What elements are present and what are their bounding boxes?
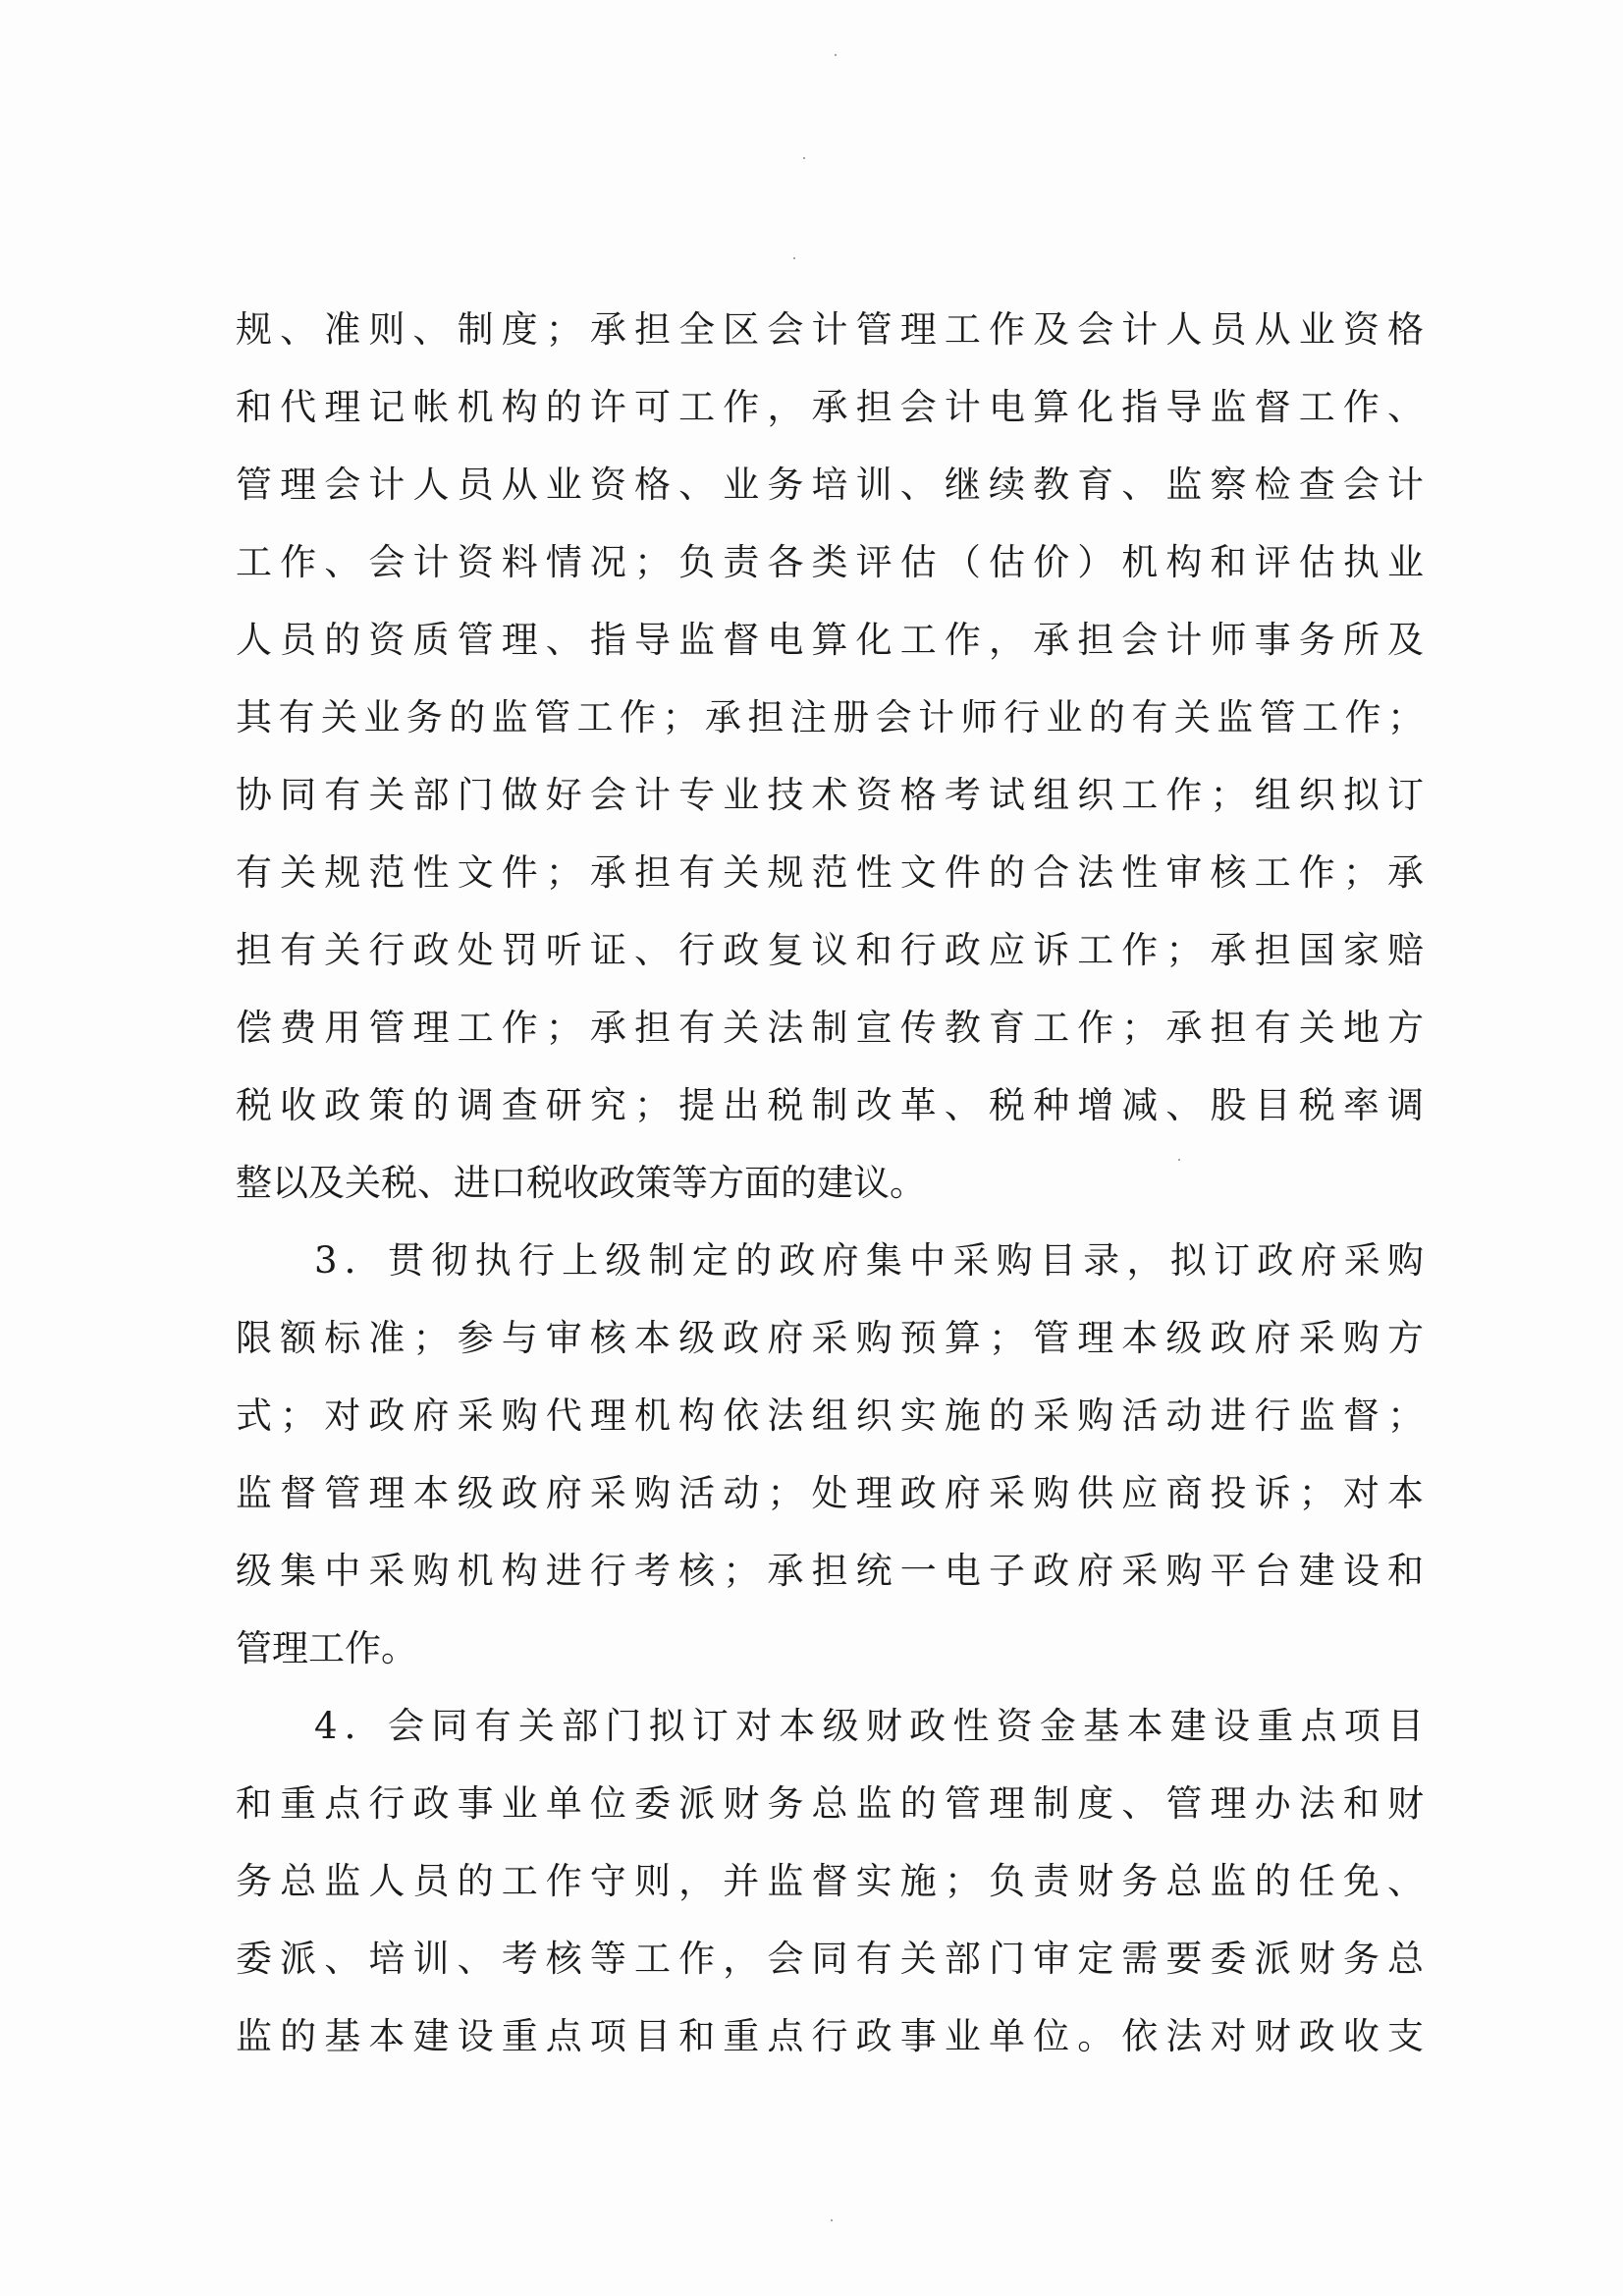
text-line: 和代理记帐机构的许可工作，承担会计电算化指导监督工作、 [236, 386, 1424, 428]
text-line: 务总监人员的工作守则，并监督实施；负责财务总监的任免、 [236, 1860, 1424, 1902]
text-line: 级集中采购机构进行考核；承担统一电子政府采购平台建设和 [236, 1550, 1424, 1592]
text-line: 协同有关部门做好会计专业技术资格考试组织工作；组织拟订 [236, 774, 1424, 816]
text-line: 整以及关税、进口税收政策等方面的建议。 [236, 1162, 926, 1204]
scan-speck [793, 257, 795, 259]
text-line: 和重点行政事业单位委派财务总监的管理制度、管理办法和财 [236, 1782, 1424, 1825]
text-line: 管理会计人员从业资格、业务培训、继续教育、监察检查会计 [236, 464, 1424, 506]
text-line: 管理工作。 [236, 1627, 417, 1669]
document-body [236, 291, 1424, 2075]
text-line: 人员的资质管理、指导监督电算化工作，承担会计师事务所及 [236, 619, 1424, 661]
scan-speck [831, 2219, 833, 2221]
text-line: 规、准则、制度；承担全区会计管理工作及会计人员从业资格 [236, 308, 1424, 351]
text-line: 担有关行政处罚听证、行政复议和行政应诉工作；承担国家赔 [236, 929, 1424, 971]
text-line: 4．会同有关部门拟订对本级财政性资金基本建设重点项目 [314, 1705, 1424, 1747]
paragraph-continuation [236, 291, 1424, 1222]
text-line: 偿费用管理工作；承担有关法制宣传教育工作；承担有关地方 [236, 1007, 1424, 1049]
text-line: 式；对政府采购代理机构依法组织实施的采购活动进行监督； [236, 1394, 1424, 1437]
text-line: 监督管理本级政府采购活动；处理政府采购供应商投诉；对本 [236, 1472, 1424, 1514]
text-line: 税收政策的调查研究；提出税制改革、税种增减、股目税率调 [236, 1084, 1424, 1126]
scan-speck [803, 157, 805, 159]
text-line: 其有关业务的监管工作；承担注册会计师行业的有关监管工作； [236, 696, 1424, 738]
paragraph-item-3 [236, 1222, 1424, 1687]
scan-speck [835, 54, 837, 56]
text-line: 3．贯彻执行上级制定的政府集中采购目录，拟订政府采购 [314, 1239, 1424, 1282]
text-line: 工作、会计资料情况；负责各类评估（估价）机构和评估执业 [236, 541, 1424, 583]
text-line: 监的基本建设重点项目和重点行政事业单位。依法对财政收支 [236, 2015, 1424, 2057]
paragraph-item-4 [236, 1687, 1424, 2075]
text-line: 限额标准；参与审核本级政府采购预算；管理本级政府采购方 [236, 1317, 1424, 1359]
text-line: 有关规范性文件；承担有关规范性文件的合法性审核工作；承 [236, 851, 1424, 894]
text-line: 委派、培训、考核等工作，会同有关部门审定需要委派财务总 [236, 1938, 1424, 1980]
